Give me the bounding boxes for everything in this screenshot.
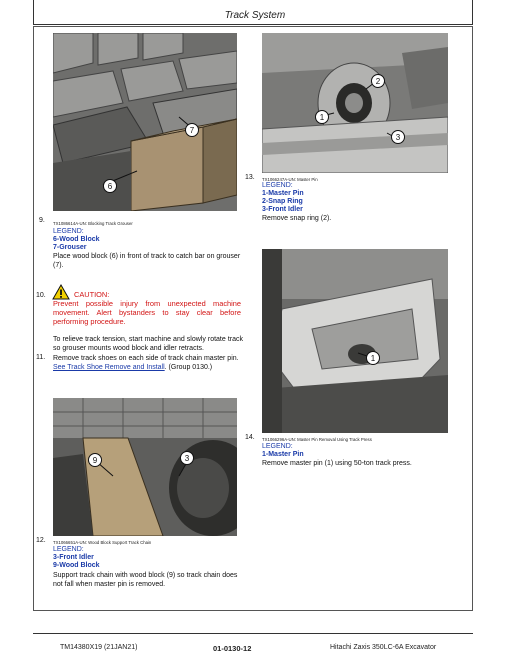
- legend-title: LEGEND:: [262, 182, 293, 189]
- figure-caption: TX1066651A-UN: Wood Block Support Track Chain: [53, 540, 152, 545]
- caution-icon: [52, 284, 70, 300]
- step-number: 14.: [245, 434, 255, 441]
- figure-caption: TX1086614A-UN: Blocking Track Grouser: [53, 221, 133, 226]
- step-text: Remove master pin (1) using 50-ton track press.: [262, 460, 412, 467]
- callout-1-label: 1: [370, 354, 376, 363]
- track-shoe-link[interactable]: See Track Shoe Remove and Install: [53, 364, 165, 371]
- figure-blocking-track-grouser: [53, 33, 237, 211]
- step-number: 10.: [36, 292, 46, 299]
- callout-6-label: 6: [107, 182, 113, 191]
- step-number: 13.: [245, 174, 255, 181]
- step-text: To relieve track tension, start machine and slowly rotate track so grouser mounts wood block and idler retracts.: [53, 336, 243, 352]
- callout-3-label: 3: [184, 454, 190, 463]
- footer-rule: [33, 633, 473, 634]
- step-text: Support track chain with wood block (9) so track chain does not fall when master pin is removed.: [53, 572, 238, 588]
- figure-caption: TX1066296A-UN: Master Pin Removal Using Track Press: [262, 437, 372, 442]
- step-text: Remove snap ring (2).: [262, 215, 332, 222]
- step-text: Place wood block (6) in front of track to catch bar on grouser (7).: [53, 253, 241, 269]
- footer-machine: Hitachi Zaxis 350LC-6A Excavator: [330, 644, 437, 651]
- legend-item: 1-Master Pin: [262, 451, 304, 458]
- legend-item: 3-Front Idler: [53, 554, 94, 561]
- legend-item: 3-Front Idler: [262, 206, 303, 213]
- step-number: 11.: [36, 354, 46, 361]
- figure-wood-block-support: [53, 398, 237, 536]
- legend-item: 7-Grouser: [53, 244, 87, 251]
- legend-title: LEGEND:: [53, 546, 84, 553]
- legend-title: LEGEND:: [262, 443, 293, 450]
- callout-7-label: 7: [189, 126, 195, 135]
- legend-item: 2-Snap Ring: [262, 198, 303, 205]
- callout-3-label: 3: [395, 133, 401, 142]
- callout-2-label: 2: [375, 77, 381, 86]
- caution-text: Prevent possible injury from unexpected machine movement. Alert bystanders to stay clear before performing procedure.: [53, 299, 241, 327]
- legend: [53, 228, 100, 252]
- step-text: [53, 354, 245, 372]
- legend: [262, 182, 304, 214]
- figure-master-pin: [262, 33, 448, 173]
- legend: [53, 546, 100, 570]
- legend-item: 9-Wood Block: [53, 562, 100, 569]
- header-rule: [33, 24, 473, 25]
- step-number: 12.: [36, 537, 46, 544]
- page-title: Track System: [224, 10, 286, 21]
- figure-caption: TX1066247A-UN: Master Pin: [262, 177, 318, 182]
- step-number: 9.: [39, 217, 45, 224]
- step-text-part: Remove track shoes on each side of track chain master pin.: [53, 355, 239, 362]
- step-text-part: . (Group 0130.): [164, 364, 213, 371]
- legend: [262, 443, 304, 459]
- footer-doc-id: TM14380X19 (21JAN21): [60, 644, 138, 651]
- footer-page-number: 01-0130-12: [213, 644, 252, 653]
- callout-9-label: 9: [92, 456, 98, 465]
- legend-item: 6-Wood Block: [53, 236, 100, 243]
- caution-label: CAUTION:: [74, 290, 110, 299]
- legend-title: LEGEND:: [53, 228, 84, 235]
- figure-master-pin-removal-track-press: [262, 249, 448, 433]
- legend-item: 1-Master Pin: [262, 190, 304, 197]
- callout-1-label: 1: [319, 113, 325, 122]
